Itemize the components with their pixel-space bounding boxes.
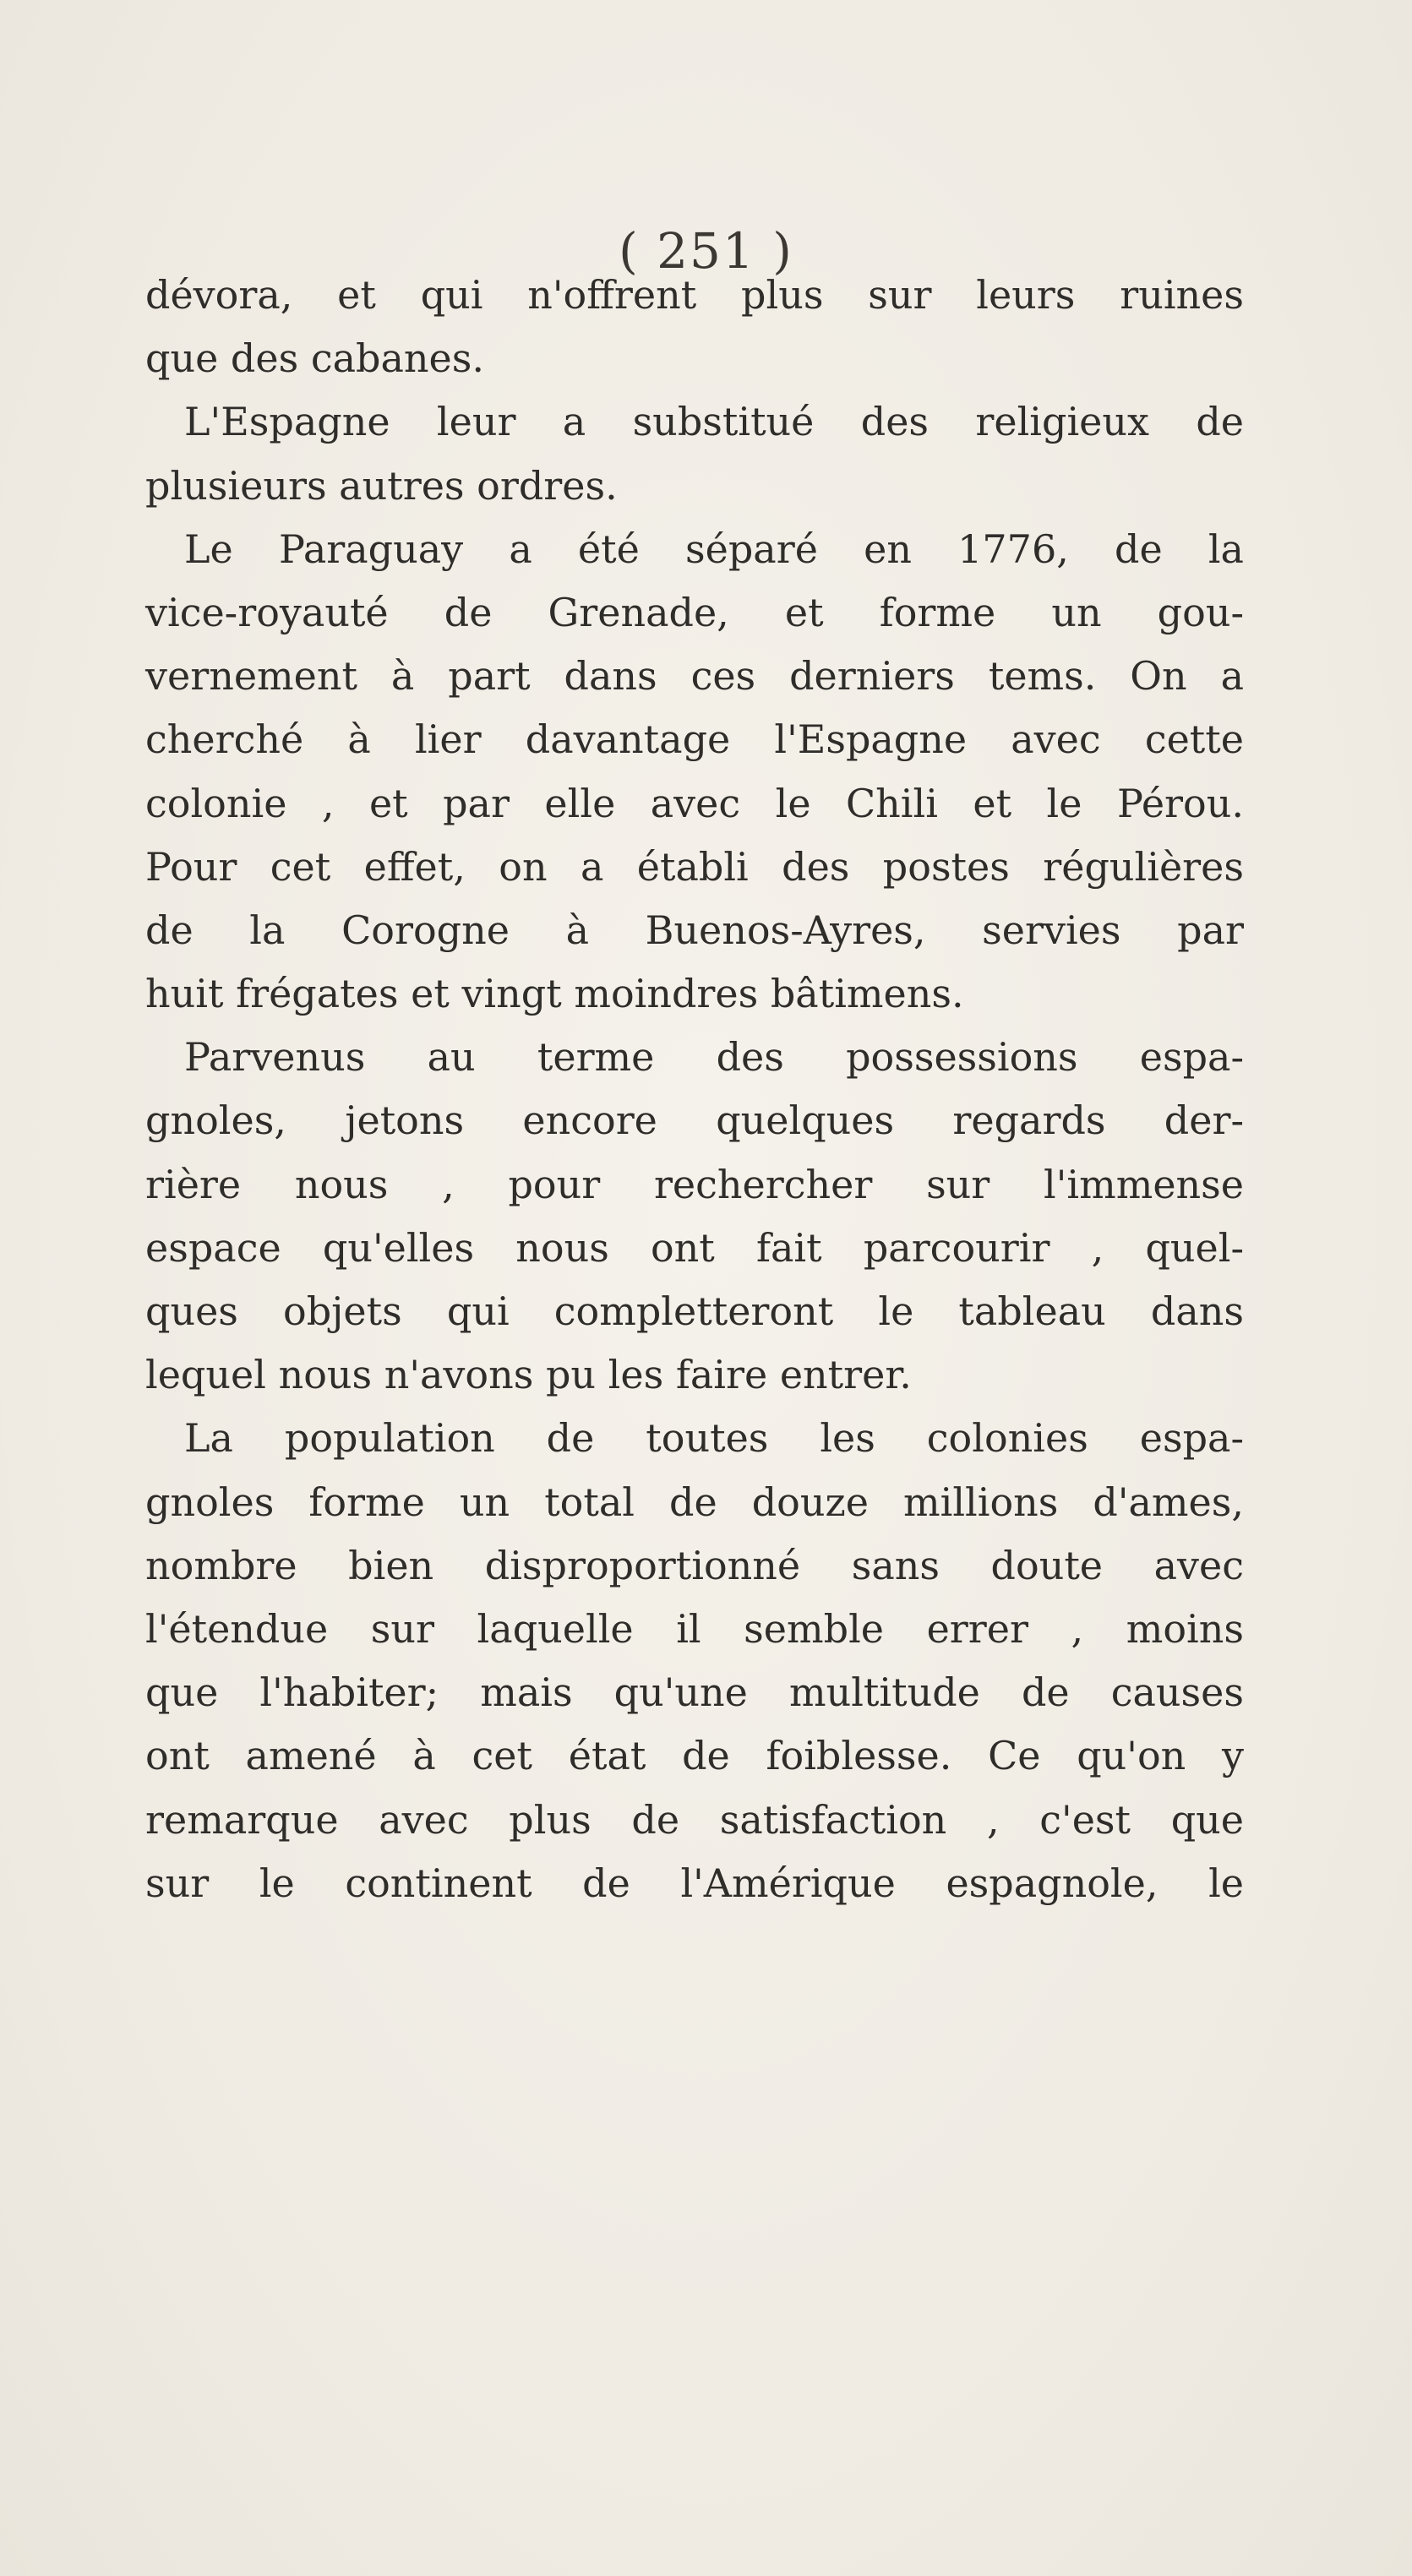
text-line: espace qu'elles nous ont fait parcourir , quel-: [145, 1224, 1244, 1271]
text-line: de la Corogne à Buenos-Ayres, servies par: [145, 907, 1244, 953]
body-text: [145, 264, 1244, 1915]
text-line: lequel nous n'avons pu les faire entrer.: [145, 1352, 912, 1398]
text-line: ques objets qui completteront le tableau dans: [145, 1288, 1244, 1334]
text-line: ont amené à cet état de foiblesse. Ce qu'on y: [145, 1733, 1244, 1779]
text-line: cherché à lier davantage l'Espagne avec cette: [145, 716, 1244, 763]
text-line: nombre bien disproportionné sans doute avec: [145, 1542, 1244, 1588]
text-line: remarque avec plus de satisfaction , c'est que: [145, 1796, 1244, 1843]
text-line: que l'habiter; mais qu'une multitude de causes: [145, 1669, 1244, 1716]
text-line: plusieurs autres ordres.: [145, 462, 618, 509]
text-line: que des cabanes.: [145, 335, 484, 382]
text-line: Le Paraguay a été séparé en 1776, de la: [184, 526, 1244, 572]
text-line: sur le continent de l'Amérique espagnole, le: [145, 1860, 1244, 1906]
text-line: vernement à part dans ces derniers tems. On a: [145, 653, 1244, 700]
text-line: gnoles forme un total de douze millions d'ames,: [145, 1479, 1244, 1525]
text-line: L'Espagne leur a substitué des religieux de: [184, 399, 1244, 445]
text-line: colonie , et par elle avec le Chili et le Pérou.: [145, 780, 1244, 826]
text-line: La population de toutes les colonies espa-: [184, 1415, 1244, 1462]
text-line: gnoles, jetons encore quelques regards der-: [145, 1097, 1244, 1144]
text-line: huit frégates et vingt moindres bâtimens.: [145, 971, 964, 1017]
text-line: rière nous , pour rechercher sur l'immense: [145, 1161, 1244, 1207]
text-line: Parvenus au terme des possessions espa-: [184, 1034, 1244, 1081]
page-number: ( 251 ): [619, 222, 793, 280]
text-line: Pour cet effet, on a établi des postes régulières: [145, 843, 1244, 890]
text-line: l'étendue sur laquelle il semble errer , moins: [145, 1605, 1244, 1652]
text-line: dévora, et qui n'offrent plus sur leurs ruines: [145, 272, 1244, 318]
text-line: vice-royauté de Grenade, et forme un gou-: [145, 589, 1244, 635]
